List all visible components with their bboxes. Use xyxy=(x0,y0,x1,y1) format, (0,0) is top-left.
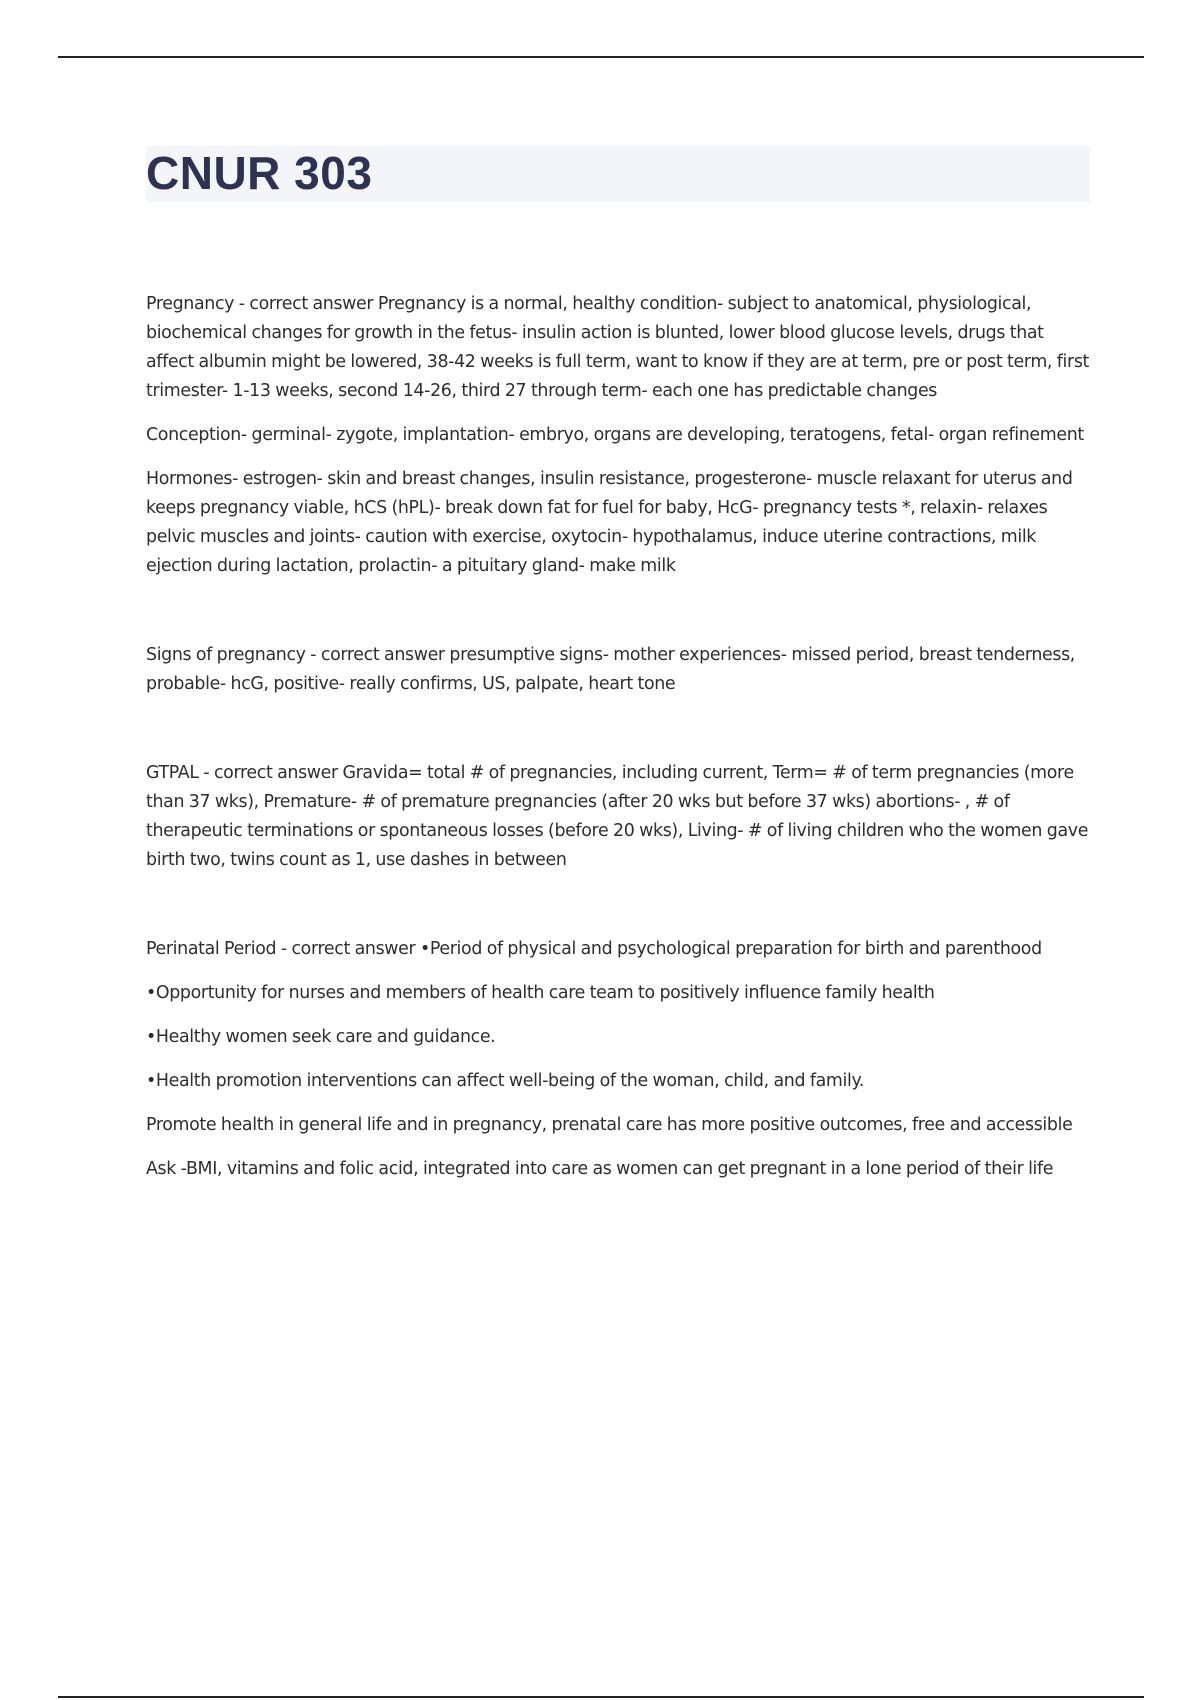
bottom-rule xyxy=(58,1696,1144,1698)
bullet-health-promotion: •Health promotion interventions can affect well-being of the woman, child, and family. xyxy=(146,1071,865,1091)
paragraph-hormones: Hormones- estrogen- skin and breast changes, insulin resistance, progesterone- muscle relaxant for uterus and keeps pregnancy viable, hCS (hPL)- break down fat for fuel for baby, HcG- pregnancy tests *, relaxin- relaxes pelvic muscles and joints- caution with exercise, oxytocin- hypothalamus, induce uterine contractions, milk ejection during lactation, prolactin- a pituitary gland- make milk xyxy=(146,469,1073,576)
document-title: CNUR 303 xyxy=(146,147,373,199)
paragraph-conception: Conception- germinal- zygote, implantation- embryo, organs are developing, teratogens, fetal- organ refinement xyxy=(146,425,1084,445)
top-rule xyxy=(58,56,1144,58)
paragraph-pregnancy: Pregnancy - correct answer Pregnancy is a normal, healthy condition- subject to anatomical, physiological, biochemical changes for growth in the fetus- insulin action is blunted, lower blood glucose levels, drugs that affect albumin might be lowered, 38-42 weeks is full term, want to know if they are at term, pre or post term, first trimester- 1-13 weeks, second 14-26, third 27 through term- each one has predictable changes xyxy=(146,294,1089,401)
document-body xyxy=(146,290,1090,1199)
paragraph-signs-of-pregnancy: Signs of pregnancy - correct answer presumptive signs- mother experiences- missed period, breast tenderness, probable- hcG, positive- really confirms, US, palpate, heart tone xyxy=(146,645,1075,694)
paragraph-promote-health: Promote health in general life and in pregnancy, prenatal care has more positive outcomes, free and accessible xyxy=(146,1115,1073,1135)
paragraph-ask-bmi: Ask -BMI, vitamins and folic acid, integrated into care as women can get pregnant in a lone period of their life xyxy=(146,1159,1054,1179)
paragraph-gtpal: GTPAL - correct answer Gravida= total # of pregnancies, including current, Term= # of term pregnancies (more than 37 wks), Premature- # of premature pregnancies (after 20 wks but before 37 wks) abortions- , # of therapeutic terminations or spontaneous losses (before 20 wks), Living- # of living children who the women gave birth two, twins count as 1, use dashes in between xyxy=(146,763,1089,870)
bullet-healthy-women: •Healthy women seek care and guidance. xyxy=(146,1027,496,1047)
bullet-opportunity: •Opportunity for nurses and members of health care team to positively influence family health xyxy=(146,983,935,1003)
paragraph-perinatal-period: Perinatal Period - correct answer •Period of physical and psychological preparation for birth and parenthood xyxy=(146,939,1042,959)
